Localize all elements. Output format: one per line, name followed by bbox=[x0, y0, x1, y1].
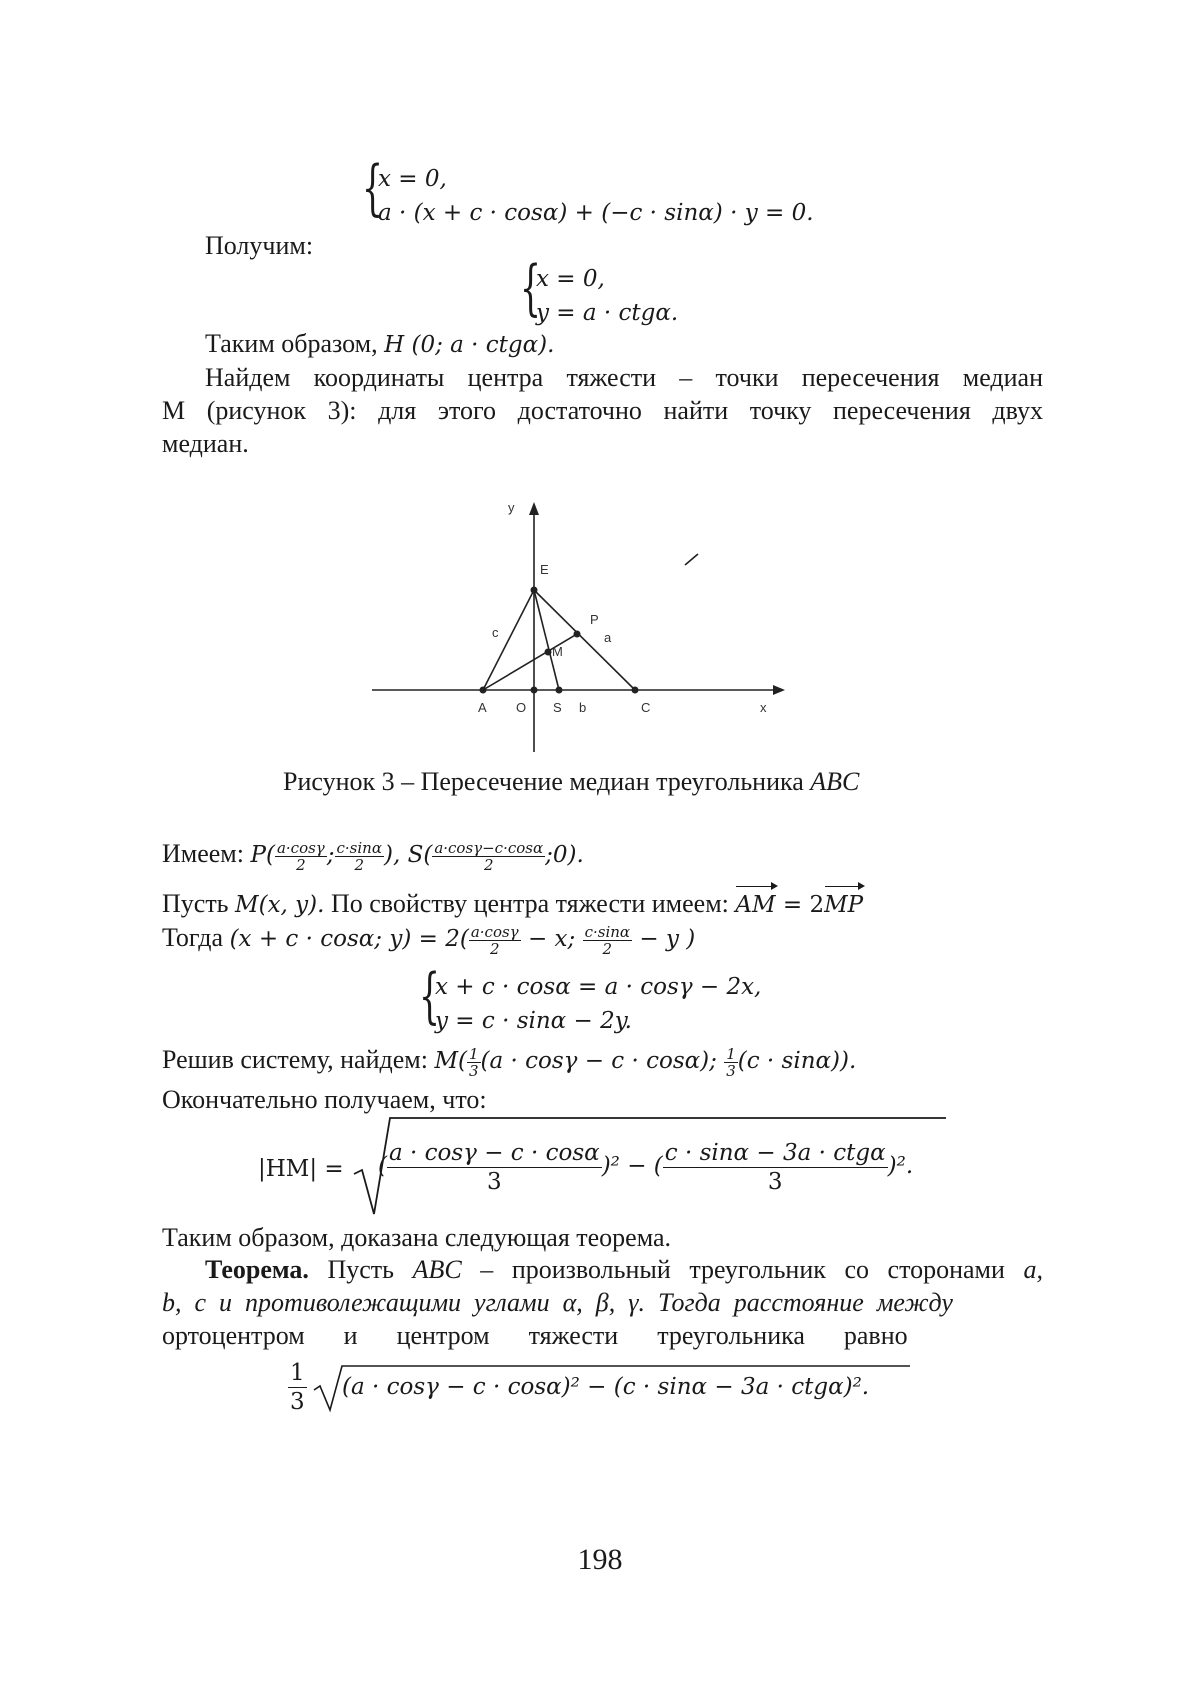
page-number: 198 bbox=[0, 1544, 1200, 1576]
point-A bbox=[480, 687, 487, 694]
figure-caption: Рисунок 3 – Пересечение медиан треугольника ABC bbox=[283, 766, 859, 798]
theorem-line-2: b, c и противолежащими углами α, β, γ. Тогда расстояние между bbox=[162, 1287, 953, 1319]
label-M: M bbox=[552, 644, 563, 659]
point-E bbox=[531, 587, 538, 594]
system-3-line-1: x + c · cosα = a · cosγ − 2x, bbox=[435, 970, 761, 1003]
point-C bbox=[632, 687, 639, 694]
system-brace-3: { bbox=[419, 966, 440, 1026]
label-y: y bbox=[508, 500, 515, 515]
point-O bbox=[531, 687, 538, 694]
centroid-property: Пусть M(x, y). По свойству центра тяжести имеем: AM = 2MP bbox=[162, 888, 863, 921]
point-M bbox=[545, 649, 552, 656]
paragraph-line-1: Найдем координаты центра тяжести – точки пересечения медиан bbox=[205, 362, 1043, 394]
system-1-line-2: a · (x + c · cosα) + (−c · sinα) · y = 0. bbox=[378, 196, 814, 229]
system-brace-1: { bbox=[362, 158, 383, 218]
system-brace-2: { bbox=[520, 258, 541, 318]
point-S bbox=[556, 687, 563, 694]
poluchim-text: Получим: bbox=[205, 230, 313, 262]
label-A: A bbox=[478, 700, 487, 715]
label-x: x bbox=[760, 700, 767, 715]
hm-lhs: |HM| = bbox=[258, 1152, 344, 1185]
system-2-line-2: y = a · ctgα. bbox=[536, 296, 678, 329]
paragraph-line-2: M (рисунок 3): для этого достаточно найти точку пересечения двух bbox=[162, 395, 1043, 427]
label-E: E bbox=[540, 562, 549, 577]
theorem-formula: 1 3 bbox=[288, 1352, 307, 1418]
orthocenter-result: Таким образом, H (0; a · ctgα). bbox=[205, 328, 554, 361]
side-a bbox=[534, 590, 635, 690]
label-P: P bbox=[590, 612, 599, 627]
label-c: c bbox=[492, 625, 499, 640]
okonchatelno-text: Окончательно получаем, что: bbox=[162, 1084, 487, 1116]
point-P bbox=[574, 631, 581, 638]
hm-formula-body: ( a · cosγ − c · cosα 3 )² − ( c · sinα − 3a · ctgα 3 )². bbox=[378, 1130, 913, 1201]
vector-equation: Тогда (x + c · cosα; y) = 2( a·cosγ 2 − x; c·sinα 2 − y ) bbox=[162, 922, 695, 957]
stray-mark bbox=[685, 554, 698, 565]
system-2-line-1: x = 0, bbox=[536, 262, 605, 295]
points-p-s: Имеем: P( a·cosγ 2 ; c·sinα 2 ), S( a·cosγ−c·cosα 2 ;0). bbox=[162, 838, 584, 873]
system-3-line-2: y = c · sinα − 2y. bbox=[435, 1004, 632, 1037]
label-S: S bbox=[553, 700, 562, 715]
centroid-solution: Решив систему, найдем: M( 1 3 (a · cosγ − c · cosα); 1 3 (c · sinα)). bbox=[162, 1044, 856, 1079]
y-axis-arrow bbox=[529, 502, 539, 515]
paragraph-line-3: медиан. bbox=[162, 428, 249, 460]
label-b: b bbox=[579, 700, 586, 715]
conclusion-text: Таким образом, доказана следующая теорема. bbox=[162, 1222, 671, 1254]
label-C: C bbox=[641, 700, 650, 715]
median-es bbox=[534, 590, 559, 690]
label-a: a bbox=[604, 630, 612, 645]
theorem-radicand: (a · cosγ − c · cosα)² − (c · sinα − 3a · ctgα)². bbox=[342, 1370, 869, 1403]
system-1-line-1: x = 0, bbox=[378, 162, 447, 195]
label-O: O bbox=[516, 700, 526, 715]
theorem-line-1: Теорема. Пусть ABC – произвольный треугольник со сторонами a, bbox=[205, 1254, 1043, 1286]
theorem-line-3: ортоцентром и центром тяжести треугольника равно bbox=[162, 1320, 908, 1352]
x-axis-arrow bbox=[773, 685, 785, 695]
